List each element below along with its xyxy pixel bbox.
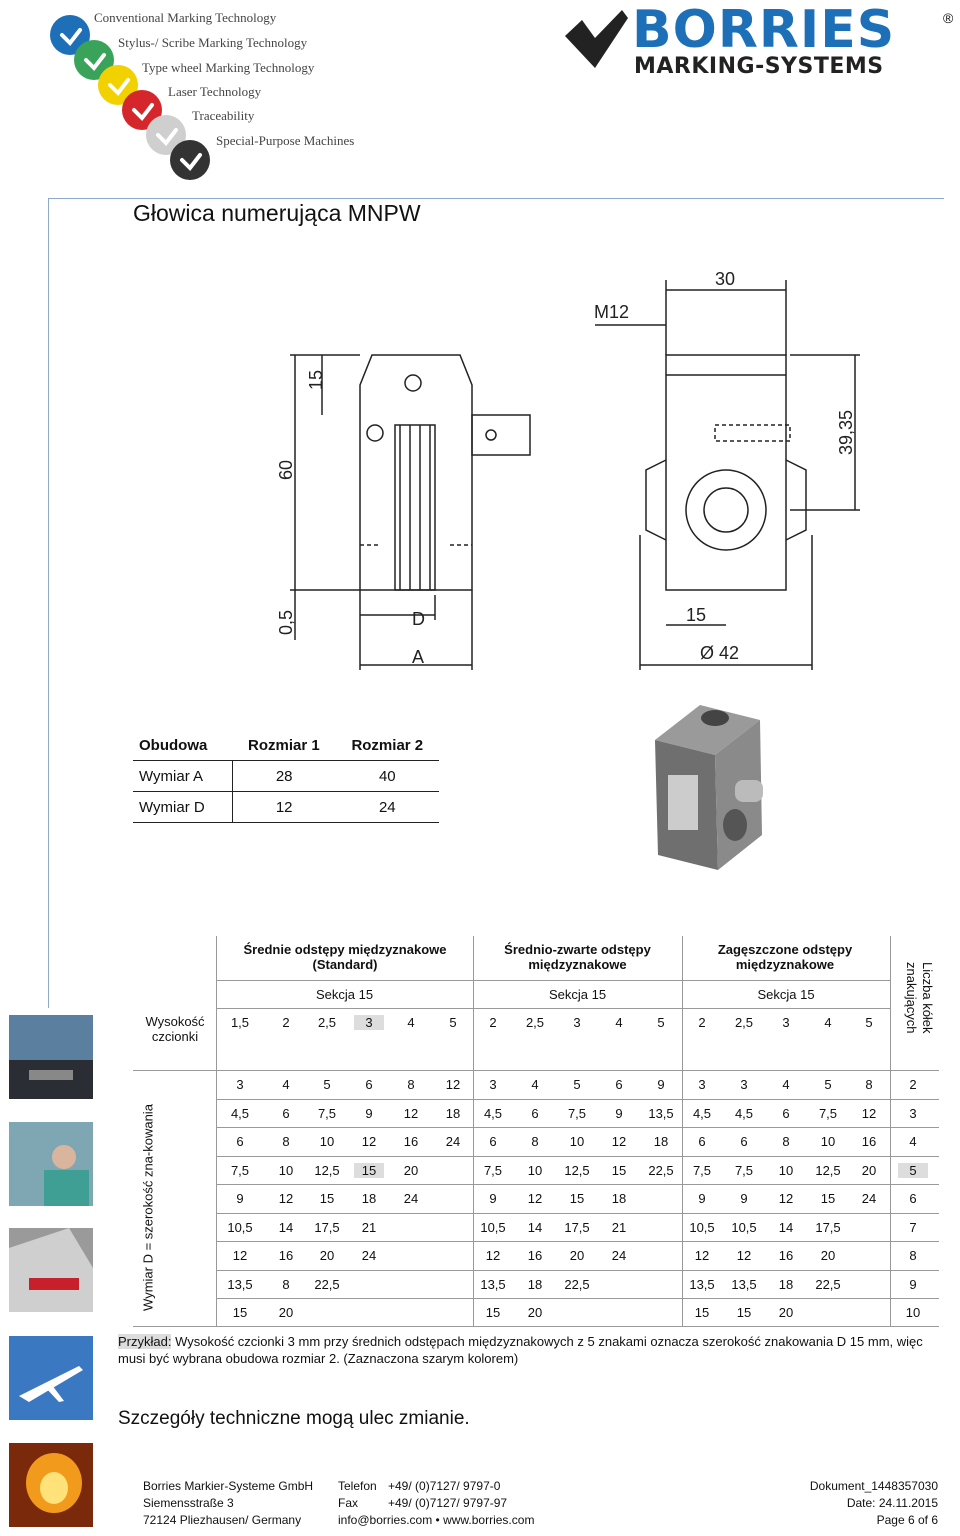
row-separator xyxy=(216,1156,939,1157)
tech-item-traceability: Traceability xyxy=(192,108,255,123)
width-cell-5-1-2: 17,5 xyxy=(564,1219,590,1235)
width-cell-8-0-1: 20 xyxy=(278,1305,294,1320)
width-cell-6-1-3: 24 xyxy=(611,1248,627,1263)
width-cell-1-0-4: 12 xyxy=(403,1105,419,1121)
width-cell-2-2-3: 10 xyxy=(820,1134,836,1149)
wheel-count-5: 7 xyxy=(909,1219,917,1235)
spec-row-label: Wysokość czcionki xyxy=(145,1014,205,1044)
width-cell-5-1-1: 14 xyxy=(527,1219,543,1235)
width-cell-2-2-0: 6 xyxy=(698,1134,706,1149)
wheel-count-1: 3 xyxy=(909,1105,917,1121)
width-cell-8-2-1: 15 xyxy=(736,1305,752,1320)
width-cell-2-2-2: 8 xyxy=(782,1134,790,1149)
wheel-count-6: 8 xyxy=(909,1248,917,1263)
width-cell-6-0-2: 20 xyxy=(319,1248,335,1263)
example-note xyxy=(118,1333,943,1367)
width-cell-1-0-0: 4,5 xyxy=(230,1105,250,1121)
group-0-title: Średnie odstępy międzyznakowe (Standard) xyxy=(243,942,447,972)
width-cell-3-0-4: 20 xyxy=(403,1162,419,1178)
dim-30: 30 xyxy=(715,269,736,289)
width-cell-2-0-0: 6 xyxy=(236,1134,244,1149)
row-separator xyxy=(216,1213,939,1214)
width-cell-3-1-2: 12,5 xyxy=(564,1162,590,1178)
width-cell-5-0-1: 14 xyxy=(278,1219,294,1235)
font-height-2-0: 2 xyxy=(698,1015,706,1030)
footer-fax: +49/ (0)7127/ 9797-97 xyxy=(388,1496,508,1510)
width-cell-4-0-2: 15 xyxy=(319,1191,335,1206)
row-separator xyxy=(216,1270,939,1271)
group-0-section: Sekcja 15 xyxy=(315,987,374,1002)
tech-item-laser: Laser Technology xyxy=(168,84,262,99)
width-cell-4-2-1: 9 xyxy=(740,1191,748,1206)
width-cell-7-2-2: 18 xyxy=(778,1276,794,1292)
width-cell-5-0-2: 17,5 xyxy=(314,1219,340,1235)
width-cell-2-0-5: 24 xyxy=(445,1134,461,1149)
dim-39-35: 39,35 xyxy=(836,409,856,455)
width-cell-8-0-0: 15 xyxy=(232,1305,248,1320)
width-cell-4-2-4: 24 xyxy=(861,1191,877,1206)
width-cell-3-1-4: 22,5 xyxy=(648,1162,674,1178)
width-cell-2-2-1: 6 xyxy=(740,1134,748,1149)
tech-item-conventional: Conventional Marking Technology xyxy=(94,10,277,25)
width-cell-1-1-2: 7,5 xyxy=(567,1105,587,1121)
width-cell-6-0-3: 24 xyxy=(361,1248,377,1263)
footer-phone-label: Telefon xyxy=(338,1479,377,1493)
width-cell-0-1-4: 9 xyxy=(657,1077,665,1092)
group-2-title: Zagęszczone odstępy międzyznakowe xyxy=(717,942,853,972)
footer-street: Siemensstraße 3 xyxy=(143,1496,234,1510)
footer-date: Date: 24.11.2015 xyxy=(846,1496,938,1510)
wheel-count-7: 9 xyxy=(909,1276,917,1292)
dim-15b: 15 xyxy=(686,605,707,625)
width-cell-5-0-0: 10,5 xyxy=(227,1219,253,1235)
fire-photo xyxy=(9,1443,93,1527)
font-height-0-4: 4 xyxy=(407,1015,415,1030)
width-cell-1-0-2: 7,5 xyxy=(317,1105,337,1121)
width-cell-3-2-0: 7,5 xyxy=(692,1162,712,1178)
tech-item-special: Special-Purpose Machines xyxy=(216,133,355,148)
font-height-1-0: 2 xyxy=(489,1015,497,1030)
dim-15: 15 xyxy=(306,369,326,390)
width-cell-4-1-3: 18 xyxy=(611,1191,627,1206)
width-cell-2-0-4: 16 xyxy=(403,1134,419,1149)
width-cell-0-0-3: 6 xyxy=(365,1077,373,1092)
font-height-0-0: 1,5 xyxy=(230,1015,250,1030)
housing-header-0: Obudowa xyxy=(133,730,232,761)
width-cell-3-2-1: 7,5 xyxy=(734,1162,754,1178)
housing-header-2: Rozmiar 2 xyxy=(336,730,439,761)
width-cell-7-1-0: 13,5 xyxy=(480,1276,506,1292)
footer-page: Page 6 of 6 xyxy=(876,1513,938,1527)
registered-mark: ® xyxy=(943,10,954,26)
width-cell-3-1-3: 15 xyxy=(611,1162,627,1178)
width-cell-4-0-0: 9 xyxy=(236,1191,244,1206)
dim-42: Ø 42 xyxy=(700,643,740,663)
width-cell-0-1-1: 4 xyxy=(531,1077,539,1092)
width-cell-0-1-3: 6 xyxy=(615,1077,623,1092)
width-cell-0-0-4: 8 xyxy=(407,1077,415,1092)
row-separator xyxy=(216,1127,939,1128)
width-cell-1-1-1: 6 xyxy=(531,1105,539,1121)
width-cell-2-1-2: 10 xyxy=(569,1134,585,1149)
width-cell-1-2-4: 12 xyxy=(861,1105,877,1121)
width-cell-6-1-1: 16 xyxy=(527,1248,543,1263)
width-cell-2-0-1: 8 xyxy=(282,1134,290,1149)
row-separator xyxy=(216,1241,939,1242)
width-cell-6-1-2: 20 xyxy=(569,1248,585,1263)
width-cell-6-1-0: 12 xyxy=(485,1248,501,1263)
width-cell-5-1-0: 10,5 xyxy=(480,1219,506,1235)
row-separator xyxy=(216,1184,939,1185)
font-height-1-3: 4 xyxy=(615,1015,623,1030)
width-cell-7-0-1: 8 xyxy=(282,1276,290,1292)
width-cell-4-0-1: 12 xyxy=(278,1191,294,1206)
width-cell-2-0-2: 10 xyxy=(319,1134,335,1149)
width-cell-4-1-1: 12 xyxy=(527,1191,543,1206)
example-text: Wysokość czcionki 3 mm przy średnich odstępach międzyznakowych z 5 znakami oznacza szerokość znakowania D 15 mm, więc musi być wybrana obudowa rozmiar 2. (Zaznaczona szarym kolorem) xyxy=(118,1334,923,1366)
housing-row-d-size2: 24 xyxy=(336,792,439,823)
wheel-count-8: 10 xyxy=(905,1305,921,1320)
width-cell-5-2-2: 14 xyxy=(778,1219,794,1235)
tech-item-stylus: Stylus-/ Scribe Marking Technology xyxy=(118,35,308,50)
housing-row-a-size2: 40 xyxy=(336,761,439,792)
width-cell-1-0-5: 18 xyxy=(445,1105,461,1121)
row-separator xyxy=(216,1298,939,1299)
change-notice: Szczegóły techniczne mogą ulec zmianie. xyxy=(118,1408,470,1429)
housing-row-d-label: Wymiar D xyxy=(133,792,232,823)
width-cell-4-2-3: 15 xyxy=(820,1191,836,1206)
group-1-title: Średnio-zwarte odstępy międzyznakowe xyxy=(504,942,651,972)
width-cell-0-2-4: 8 xyxy=(865,1077,873,1092)
font-height-2-1: 2,5 xyxy=(734,1015,754,1030)
font-height-2-2: 3 xyxy=(782,1015,790,1030)
width-cell-7-1-2: 22,5 xyxy=(564,1276,590,1292)
width-cell-1-1-3: 9 xyxy=(615,1105,623,1121)
font-height-0-3: 3 xyxy=(354,1015,384,1030)
footer-company: Borries Markier-Systeme GmbH xyxy=(143,1479,314,1493)
font-height-0-2: 2,5 xyxy=(317,1015,337,1030)
width-cell-8-1-1: 20 xyxy=(527,1305,543,1320)
dim-a: A xyxy=(412,647,425,667)
train-photo xyxy=(9,1228,93,1312)
width-cell-6-2-1: 12 xyxy=(736,1248,752,1263)
font-height-1-1: 2,5 xyxy=(525,1015,545,1030)
font-height-2-3: 4 xyxy=(824,1015,832,1030)
spec-right-label: Liczba kółek znakujących xyxy=(904,962,935,1034)
example-prefix: Przykład: xyxy=(118,1334,172,1349)
width-cell-0-0-1: 4 xyxy=(282,1077,290,1092)
dim-60: 60 xyxy=(276,459,296,480)
width-cell-5-2-1: 10,5 xyxy=(731,1219,757,1235)
width-cell-7-2-0: 13,5 xyxy=(689,1276,715,1292)
width-cell-0-0-2: 5 xyxy=(323,1077,331,1092)
width-cell-3-0-1: 10 xyxy=(278,1162,294,1178)
width-cell-2-1-0: 6 xyxy=(489,1134,497,1149)
wheel-count-0: 2 xyxy=(909,1077,917,1092)
width-cell-5-2-0: 10,5 xyxy=(689,1219,715,1235)
font-height-0-1: 2 xyxy=(282,1015,290,1030)
font-height-0-5: 5 xyxy=(449,1015,457,1030)
dim-d: D xyxy=(412,609,425,629)
width-cell-1-1-0: 4,5 xyxy=(483,1105,503,1121)
font-height-2-4: 5 xyxy=(865,1015,873,1030)
width-cell-0-2-2: 4 xyxy=(782,1077,790,1092)
width-cell-1-2-0: 4,5 xyxy=(692,1105,712,1121)
width-cell-5-0-3: 21 xyxy=(361,1219,377,1235)
wheel-count-4: 6 xyxy=(909,1191,917,1206)
width-cell-3-0-2: 12,5 xyxy=(314,1162,340,1178)
width-cell-4-1-2: 15 xyxy=(569,1191,585,1206)
brand-name: BORRIES xyxy=(632,0,896,60)
brand-sub: MARKING-SYSTEMS xyxy=(634,54,884,79)
footer-phone: +49/ (0)7127/ 9797-0 xyxy=(388,1479,501,1493)
width-cell-5-1-3: 21 xyxy=(611,1219,627,1235)
housing-header-1: Rozmiar 1 xyxy=(232,730,335,761)
width-cell-7-0-2: 22,5 xyxy=(314,1276,340,1292)
footer-city: 72124 Pliezhausen/ Germany xyxy=(143,1513,302,1527)
dim-0-5: 0,5 xyxy=(276,609,296,635)
spec-left-label: Wymiar D = szerokość zna-kowania xyxy=(140,1104,156,1311)
width-cell-4-2-2: 12 xyxy=(778,1191,794,1206)
width-cell-6-2-2: 16 xyxy=(778,1248,794,1263)
width-cell-0-1-0: 3 xyxy=(489,1077,497,1092)
width-cell-4-0-3: 18 xyxy=(361,1191,377,1206)
width-cell-3-2-3: 12,5 xyxy=(815,1162,841,1178)
footer-fax-label: Fax xyxy=(338,1496,359,1510)
width-cell-8-2-0: 15 xyxy=(694,1305,710,1320)
width-cell-3-2-4: 20 xyxy=(861,1162,877,1178)
width-cell-3-1-1: 10 xyxy=(527,1162,543,1178)
width-cell-4-2-0: 9 xyxy=(698,1191,706,1206)
width-cell-0-0-5: 12 xyxy=(445,1077,461,1092)
width-cell-2-1-4: 18 xyxy=(653,1134,669,1149)
width-cell-4-0-4: 24 xyxy=(403,1191,419,1206)
housing-row-a-label: Wymiar A xyxy=(133,761,232,792)
width-cell-3-2-2: 10 xyxy=(778,1162,794,1178)
font-height-1-2: 3 xyxy=(573,1015,581,1030)
font-height-1-4: 5 xyxy=(657,1015,665,1030)
row-separator xyxy=(216,1099,939,1100)
tech-item-typewheel: Type wheel Marking Technology xyxy=(142,60,315,75)
width-cell-6-2-3: 20 xyxy=(820,1248,836,1263)
airplane-photo xyxy=(9,1336,93,1420)
width-cell-1-2-3: 7,5 xyxy=(818,1105,838,1121)
width-cell-2-1-3: 12 xyxy=(611,1134,627,1149)
housing-row-d-size1: 12 xyxy=(232,792,335,823)
width-cell-6-0-1: 16 xyxy=(278,1248,294,1263)
dim-m12: M12 xyxy=(594,302,630,322)
wheel-count-2: 4 xyxy=(909,1134,917,1149)
page-title: Głowica numerująca MNPW xyxy=(133,200,421,226)
housing-row-a-size1: 28 xyxy=(232,761,335,792)
width-cell-7-0-0: 13,5 xyxy=(227,1276,253,1292)
width-cell-2-0-3: 12 xyxy=(361,1134,377,1149)
width-cell-2-1-1: 8 xyxy=(531,1134,539,1149)
width-cell-1-2-1: 4,5 xyxy=(734,1105,754,1121)
width-cell-2-2-4: 16 xyxy=(861,1134,877,1149)
group-2-section: Sekcja 15 xyxy=(757,987,815,1002)
width-cell-8-1-0: 15 xyxy=(485,1305,501,1320)
width-cell-4-1-0: 9 xyxy=(489,1191,497,1206)
width-cell-1-0-1: 6 xyxy=(282,1105,290,1121)
width-cell-0-0-0: 3 xyxy=(236,1077,244,1092)
car-photo xyxy=(9,1015,93,1099)
width-cell-0-2-3: 5 xyxy=(824,1077,832,1092)
width-cell-7-2-3: 22,5 xyxy=(815,1276,841,1292)
width-cell-1-2-2: 6 xyxy=(782,1105,790,1121)
footer-doc: Dokument_1448357030 xyxy=(809,1479,938,1493)
width-cell-0-2-0: 3 xyxy=(698,1077,706,1092)
group-1-section: Sekcja 15 xyxy=(548,987,607,1002)
footer-web[interactable]: info@borries.com • www.borries.com xyxy=(338,1513,535,1527)
width-cell-3-0-3: 15 xyxy=(354,1163,384,1178)
width-cell-5-2-3: 17,5 xyxy=(815,1219,841,1235)
width-cell-3-0-0: 7,5 xyxy=(230,1162,250,1178)
width-cell-1-0-3: 9 xyxy=(365,1105,373,1121)
wheel-count-3: 5 xyxy=(898,1163,928,1178)
width-cell-7-2-1: 13,5 xyxy=(731,1276,757,1292)
width-cell-0-1-2: 5 xyxy=(573,1077,581,1092)
width-cell-7-1-1: 18 xyxy=(527,1276,543,1292)
width-cell-1-1-4: 13,5 xyxy=(648,1105,674,1121)
width-cell-8-2-2: 20 xyxy=(778,1305,794,1320)
width-cell-6-0-0: 12 xyxy=(232,1248,248,1263)
width-cell-3-1-0: 7,5 xyxy=(483,1162,503,1178)
width-cell-0-2-1: 3 xyxy=(740,1077,748,1092)
doctor-photo xyxy=(9,1122,93,1206)
width-cell-6-2-0: 12 xyxy=(694,1248,710,1263)
